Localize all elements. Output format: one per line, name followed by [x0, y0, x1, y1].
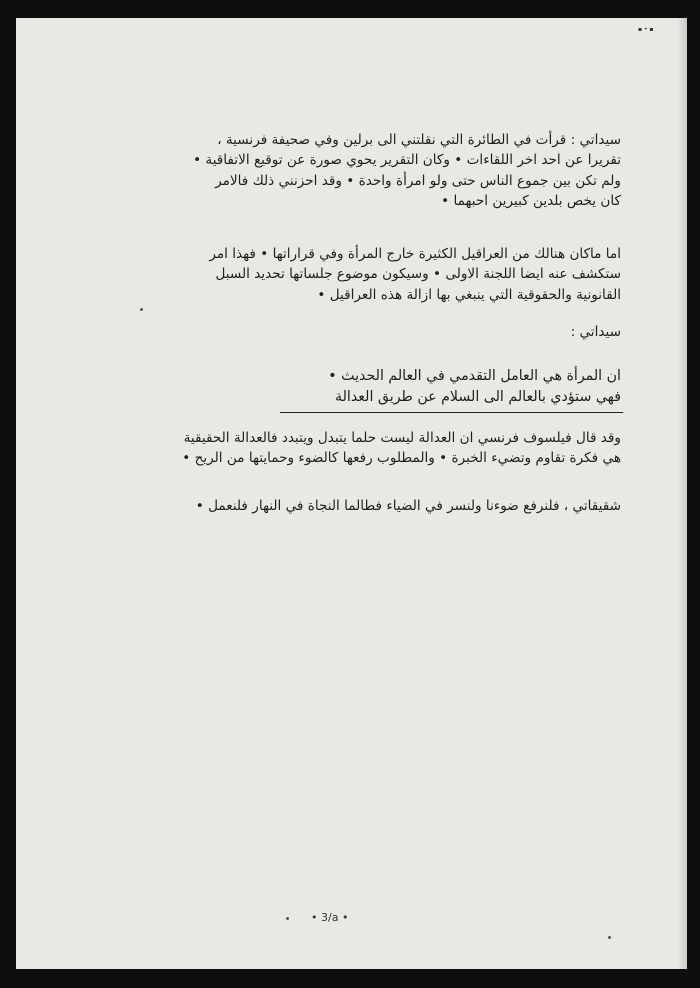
text-line: ستكشف عنه ايضا اللجنة الاولى • وسيكون موضوع جلساتها تحديد السبل	[215, 266, 621, 283]
paragraph-obstacles	[209, 244, 621, 305]
paper-speck	[140, 308, 143, 311]
text-line: ان المرأة هي العامل التقدمي في العالم الحديث •	[328, 368, 621, 384]
text-line: هي فكرة تقاوم وتضيء الخبرة • والمطلوب رفعها كالضوء وحمايتها من الريح •	[182, 450, 621, 467]
page-number-text: 3/a	[321, 911, 339, 924]
text-line: سيداتي : قرأت في الطائرة التي نقلتني الى برلين وفي صحيفة فرنسية ،	[217, 132, 621, 148]
paragraph-closing	[196, 496, 621, 516]
text-line: ولم تكن بين جموع الناس حتى ولو امرأة واحدة • وقد احزنني ذلك فالامر	[215, 172, 621, 189]
document-page	[16, 18, 687, 969]
text-line: تقريرا عن احد اخر اللقاءات • وكان التقرير يحوي صورة عن توقيع الاتفاقية •	[193, 152, 621, 169]
corner-marks: ▪ • ▪	[638, 26, 654, 33]
page-number: • 3/a •	[311, 911, 349, 924]
text-line: وقد قال فيلسوف فرنسي ان العدالة ليست حلما يتبدل ويتبدد فالعدالة الحقيقية	[183, 430, 621, 446]
text-line: اما ماكان هنالك من العراقيل الكثيرة خارج المرأة وفي قراراتها • فهذا امر	[209, 246, 621, 262]
quote-underline	[280, 412, 623, 413]
page-edge-shadow	[677, 18, 687, 969]
text-line: كان يخص بلدين كبيرين احبهما •	[441, 193, 621, 210]
text-line: القانونية والحقوقية التي ينبغي بها ازالة هذه العراقيل •	[317, 286, 621, 303]
paragraph-justice	[182, 428, 621, 469]
salutation	[571, 322, 621, 342]
paragraph-opening	[193, 130, 621, 212]
text-line: سيداتي :	[570, 324, 621, 340]
paper-speck	[286, 917, 289, 920]
text-line: شقيقاتي ، فلنرفع ضوءنا ولنسر في الضياء فطالما النجاة في النهار فلنعمل •	[195, 498, 621, 514]
text-line: فهي ستؤدي بالعالم الى السلام عن طريق العدالة	[334, 389, 621, 405]
quote-block	[328, 366, 621, 408]
paper-speck	[608, 936, 611, 939]
